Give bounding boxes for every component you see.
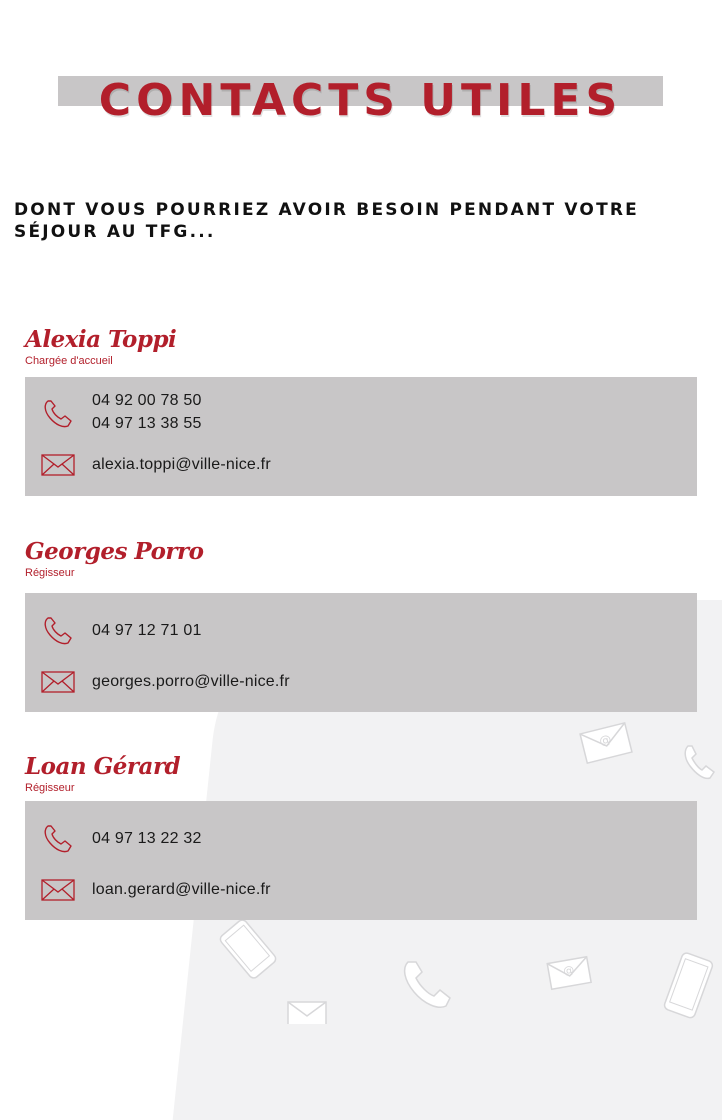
contact-role: Régisseur — [25, 567, 75, 579]
contact-name: Loan Gérard — [25, 753, 181, 780]
contact-block-georges — [25, 538, 697, 712]
contact-block-loan — [25, 753, 697, 920]
email-address[interactable]: georges.porro@ville-nice.fr — [92, 673, 290, 690]
phone-number-1[interactable]: 04 92 00 78 50 — [92, 392, 202, 409]
envelope-icon — [41, 454, 75, 476]
smartphone-decoration-icon-2 — [658, 950, 722, 1024]
contact-card — [25, 593, 697, 712]
envelope-icon — [41, 671, 75, 693]
email-row — [25, 671, 697, 701]
phone-row — [25, 615, 697, 647]
envelope-decoration-icon-3 — [282, 996, 332, 1024]
phone-row — [25, 823, 697, 855]
phone-number-1[interactable]: 04 97 13 22 32 — [92, 830, 202, 847]
page-subtitle: DONT VOUS POURRIEZ AVOIR BESOIN PENDANT VOTRE SÉJOUR AU TFG... — [14, 200, 639, 242]
phone-icon — [41, 823, 73, 855]
email-row — [25, 879, 697, 909]
contact-role: Régisseur — [25, 782, 75, 794]
page-title: CONTACTS UTILES — [98, 75, 623, 126]
phone-number-1[interactable]: 04 97 12 71 01 — [92, 622, 202, 639]
contact-role: Chargée d'accueil — [25, 355, 113, 367]
contact-card — [25, 377, 697, 496]
phone-icon — [41, 615, 73, 647]
envelope-decoration-icon-2 — [543, 950, 595, 994]
svg-text:@: @ — [597, 731, 613, 749]
contact-name: Alexia Toppi — [25, 326, 177, 353]
contact-name: Georges Porro — [25, 538, 204, 565]
envelope-icon — [41, 879, 75, 901]
email-row — [25, 454, 697, 484]
svg-text:@: @ — [562, 963, 576, 978]
phone-row — [25, 389, 697, 439]
email-address[interactable]: alexia.toppi@ville-nice.fr — [92, 456, 271, 473]
contact-card — [25, 801, 697, 920]
phone-decoration-icon-2 — [398, 956, 456, 1014]
contact-block-alexia — [25, 326, 697, 496]
page-title-block — [58, 75, 663, 126]
phone-number-2[interactable]: 04 97 13 38 55 — [92, 415, 202, 432]
phone-icon — [41, 398, 73, 430]
email-address[interactable]: loan.gerard@ville-nice.fr — [92, 881, 271, 898]
smartphone-decoration-icon — [208, 914, 288, 984]
